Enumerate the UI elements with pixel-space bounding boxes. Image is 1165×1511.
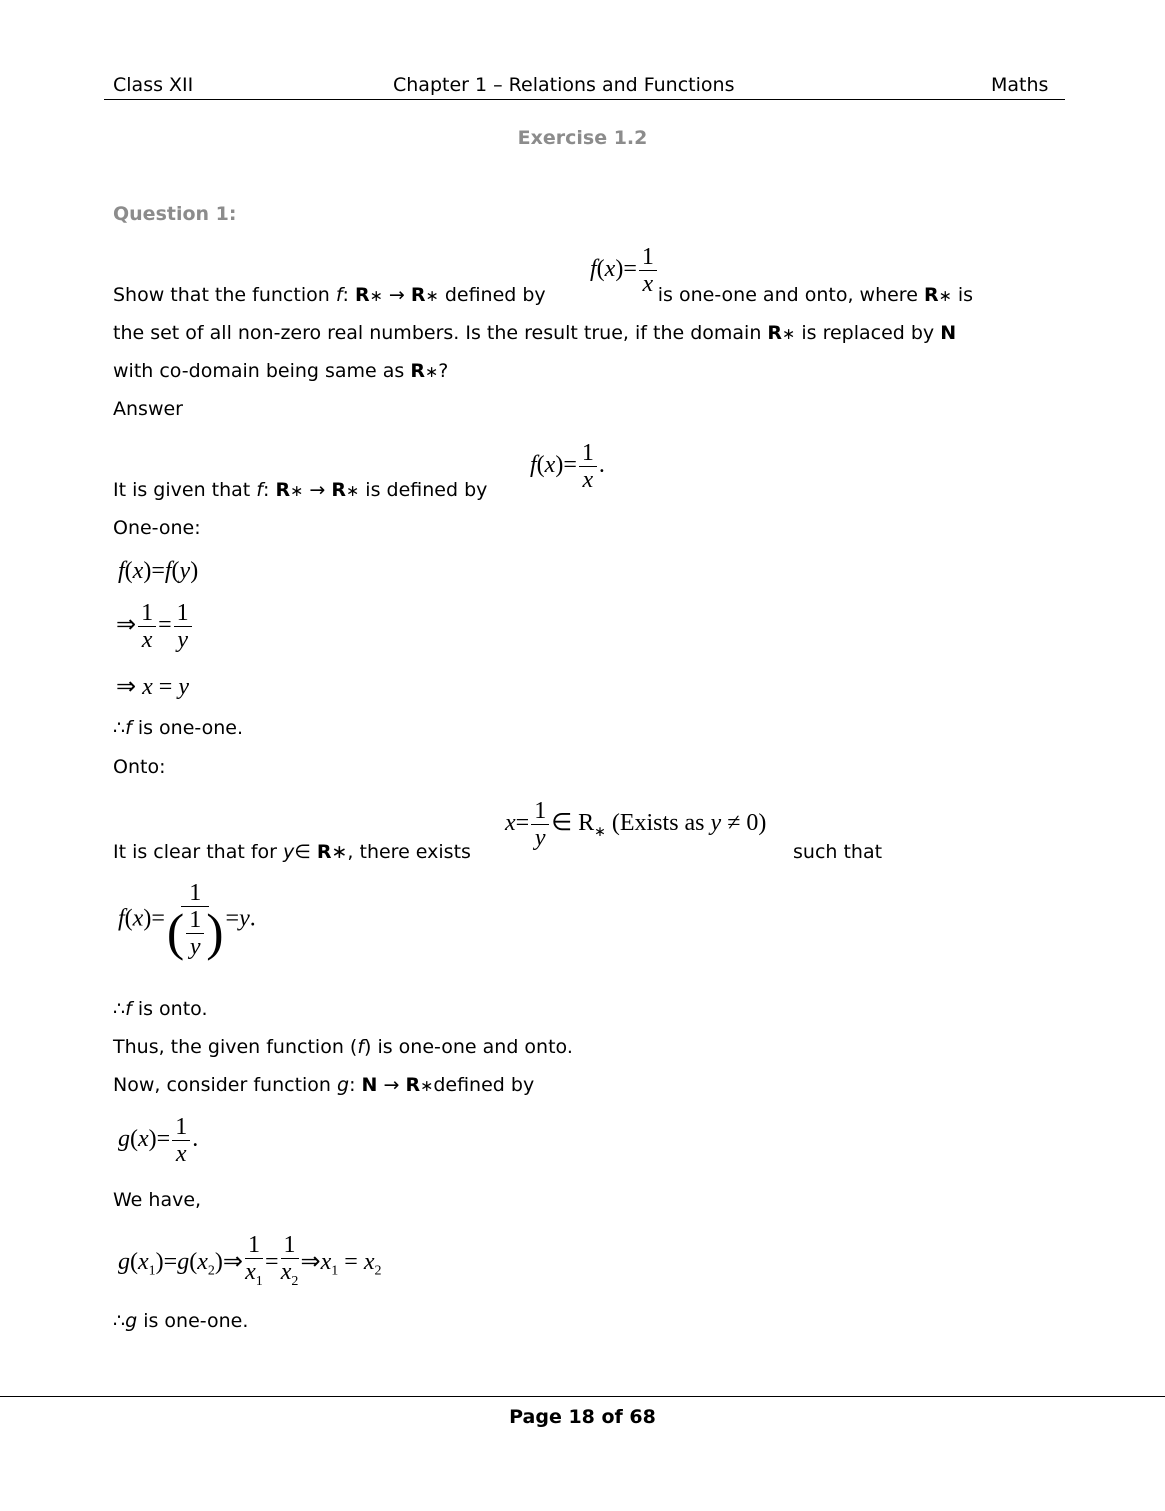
text-segment: x (642, 271, 654, 297)
text-segment: f (118, 905, 125, 932)
formula-f-equals-1-over-x (590, 244, 659, 297)
text-segment: g (125, 1310, 138, 1332)
text-segment: ∗ (425, 286, 439, 305)
text-segment: ∗ (290, 481, 304, 500)
text-segment: x (175, 1141, 187, 1167)
formula-recip-eq (116, 600, 194, 653)
text-segment: 1 (331, 1263, 339, 1279)
text-segment: x (582, 467, 594, 493)
text-segment: = (158, 674, 173, 700)
text-segment: → (303, 479, 332, 501)
text-segment: = (264, 1248, 279, 1275)
text-segment: ∗ (331, 841, 348, 863)
text-segment: ( (536, 452, 545, 479)
formula-g-one-one (118, 1232, 381, 1295)
text-segment: Now, consider function (113, 1074, 338, 1096)
text-segment: ) (615, 256, 624, 283)
text-segment: y (177, 627, 188, 653)
onto-heading: Onto: (113, 756, 166, 778)
text-segment (245, 1259, 263, 1295)
text-segment: = (563, 452, 577, 479)
text-segment: R (331, 479, 346, 501)
text-segment: is one-one. (137, 1310, 249, 1332)
page-number: Page 18 of 68 (509, 1406, 656, 1428)
text-segment: 1 (138, 600, 156, 627)
question-line-1 (113, 283, 973, 308)
text-segment: . (249, 905, 256, 932)
text-segment: Show that the function (113, 284, 336, 306)
text-segment: ∗ (369, 286, 383, 305)
text-segment: R (316, 841, 332, 863)
text-segment: ∗ (938, 286, 952, 305)
text-segment: x (138, 1126, 149, 1153)
text-segment: ( (130, 1248, 138, 1275)
f-one-one-conclusion (113, 716, 243, 740)
text-segment: ∗ (346, 481, 360, 500)
text-segment: x (363, 1248, 375, 1275)
text-segment: 2 (207, 1263, 215, 1279)
fraction (579, 440, 597, 493)
text-segment: = (158, 612, 172, 639)
fraction (174, 600, 192, 653)
f-onto-conclusion (113, 997, 208, 1021)
fraction (167, 880, 224, 960)
text-segment: ( (189, 1248, 198, 1275)
text-segment: g (118, 1248, 130, 1275)
text-segment: 1 (174, 600, 192, 627)
formula-g-def (118, 1114, 198, 1167)
text-segment: R (923, 284, 939, 306)
text-segment: R (354, 284, 370, 306)
text-segment: y (710, 810, 722, 837)
text-segment: defined by (433, 1074, 535, 1096)
text-segment: the set of all non-zero real numbers. Is the result true, if the domain (113, 322, 768, 344)
text-segment: = (156, 1126, 171, 1153)
text-segment: R (767, 322, 783, 344)
text-segment: → (382, 284, 411, 306)
text-segment: y (534, 825, 546, 851)
text-segment: x (141, 627, 153, 653)
text-segment: ∴ (113, 998, 126, 1020)
formula-x-eq-1-over-y (505, 798, 766, 851)
header-subject: Maths (991, 74, 1049, 96)
text-segment: 1 (639, 244, 657, 271)
text-segment (281, 1259, 299, 1295)
text-segment: → (377, 1074, 406, 1096)
text-segment: = (623, 256, 637, 283)
now-consider-line (113, 1073, 534, 1098)
formula-f-onto (118, 880, 256, 960)
text-segment: ∴ (113, 717, 126, 739)
text-segment: ) (143, 558, 152, 584)
text-segment: : (349, 1074, 362, 1096)
text-segment (166, 904, 224, 962)
question-line-2 (113, 321, 956, 346)
fraction (281, 1232, 299, 1295)
text-segment: f (125, 717, 132, 739)
such-that-text: such that (793, 841, 883, 863)
text-segment: : (263, 479, 276, 501)
text-segment: x (142, 674, 153, 700)
text-segment: N (940, 322, 957, 344)
text-segment: 1 (531, 798, 549, 825)
text-segment: . (598, 452, 605, 479)
text-segment: f (256, 479, 263, 501)
text-segment: is defined by (359, 479, 488, 501)
text-segment: N (361, 1074, 378, 1096)
text-segment: ) (555, 452, 564, 479)
one-one-heading: One-one: (113, 517, 201, 539)
text-segment: ∗ (420, 1076, 434, 1095)
text-segment: ) (155, 1248, 164, 1275)
text-segment: ? (438, 360, 449, 382)
text-segment: x (245, 1259, 256, 1285)
text-segment: ⇒ (222, 1248, 243, 1275)
fraction (531, 798, 549, 851)
text-segment: f (164, 558, 172, 584)
text-segment: 1 (245, 1232, 263, 1259)
text-segment: f (125, 998, 132, 1020)
text-segment: 2 (374, 1263, 382, 1279)
text-segment: is replaced by (795, 322, 941, 344)
text-segment: defined by (438, 284, 552, 306)
text-segment: ∴ (113, 1310, 126, 1332)
header-chapter: Chapter 1 – Relations and Functions (393, 74, 735, 96)
exercise-title: Exercise 1.2 (517, 127, 648, 149)
text-segment: f (590, 256, 597, 283)
text-segment: ∗ (594, 824, 606, 840)
text-segment: ( (171, 558, 180, 584)
text-segment: R (410, 284, 426, 306)
text-segment: R (275, 479, 291, 501)
text-segment: with co-domain being same as (113, 360, 411, 382)
text-segment: ⇒ (116, 612, 137, 639)
text-segment: ) is one-one and onto. (364, 1036, 573, 1058)
text-segment: g (118, 1126, 130, 1153)
formula-given (530, 440, 605, 493)
text-segment: It is given that (113, 479, 257, 501)
text-segment: 1 (172, 1114, 190, 1141)
text-segment: ) (206, 904, 224, 962)
exists-line (113, 840, 471, 864)
text-segment: f (357, 1036, 365, 1058)
text-segment: y (283, 841, 295, 863)
text-segment: , there exists (347, 841, 471, 863)
text-segment: 1 (255, 1273, 263, 1289)
text-segment: x (132, 905, 144, 932)
text-segment: ) (214, 1248, 223, 1275)
text-segment: ) (143, 905, 152, 932)
question-label: Question 1: (113, 203, 237, 225)
text-segment: is (951, 284, 974, 306)
text-segment: Thus, the given function ( (113, 1036, 358, 1058)
text-segment: ∈ R (551, 810, 595, 837)
text-segment: = (163, 1248, 178, 1275)
g-one-one-conclusion (113, 1309, 248, 1333)
text-segment: ( (130, 1126, 138, 1153)
text-segment: R (405, 1074, 421, 1096)
text-segment: ( (166, 904, 185, 962)
text-segment: y (239, 905, 250, 932)
text-segment: ) (148, 1126, 157, 1153)
we-have-text: We have, (113, 1189, 202, 1211)
text-segment: 1 (186, 907, 204, 934)
text-segment: f (335, 284, 343, 306)
text-segment: = (515, 810, 530, 837)
text-segment: ) (190, 558, 199, 584)
answer-label: Answer (113, 398, 183, 420)
text-segment: ≠ 0) (721, 810, 767, 837)
text-segment: is one-one. (131, 717, 244, 739)
footer-rule (0, 1396, 1165, 1397)
fraction (186, 907, 204, 960)
text-segment: R (410, 360, 425, 382)
text-segment: x (604, 256, 616, 283)
text-segment: ⇒ (300, 1248, 321, 1275)
text-segment: = (344, 1248, 358, 1275)
text-segment: = (151, 558, 165, 584)
text-segment: 2 (291, 1273, 299, 1289)
text-segment: ∗ (782, 324, 796, 343)
text-segment: is onto. (131, 998, 208, 1020)
given-line (113, 478, 487, 503)
text-segment: y (179, 558, 191, 584)
text-segment: f (118, 558, 125, 584)
text-segment: x (544, 452, 556, 479)
text-segment: ( (596, 256, 605, 283)
formula-fx-eq-fy (118, 558, 198, 585)
formula-x-eq-y (116, 672, 189, 701)
text-segment: = (151, 905, 165, 932)
header-rule (104, 99, 1065, 100)
text-segment: ( (124, 558, 133, 584)
question-line-3 (113, 359, 448, 384)
thus-line (113, 1035, 573, 1059)
text-segment: g (177, 1248, 190, 1275)
text-segment: . (192, 1126, 199, 1153)
text-segment: g (337, 1074, 350, 1096)
text-segment: 1 (281, 1232, 299, 1259)
text-segment: y (178, 674, 189, 700)
text-segment: ⇒ (116, 674, 137, 700)
fraction (245, 1232, 263, 1295)
text-segment: ( (124, 905, 133, 932)
header-class: Class XII (113, 74, 194, 96)
text-segment: 1 (579, 440, 597, 467)
text-segment: x (132, 558, 144, 584)
text-segment: is one-one and onto, where (651, 284, 924, 306)
text-segment: x (197, 1248, 208, 1275)
text-segment: f (530, 452, 537, 479)
text-segment: ∗ (425, 362, 439, 381)
text-segment: x (138, 1248, 149, 1275)
text-segment: : (342, 284, 355, 306)
text-segment: 1 (148, 1263, 156, 1279)
text-segment: x (505, 810, 516, 837)
text-segment: x (280, 1259, 292, 1285)
text-segment: (Exists as (611, 810, 711, 837)
text-segment: = (225, 905, 240, 932)
text-segment: y (189, 934, 201, 960)
fraction (172, 1114, 190, 1167)
text-segment: ∈ (294, 841, 317, 863)
text-segment: It is clear that for (113, 841, 284, 863)
fraction (138, 600, 156, 653)
fraction (639, 244, 657, 297)
text-segment: 1 (181, 880, 209, 907)
text-segment: x (320, 1248, 332, 1275)
